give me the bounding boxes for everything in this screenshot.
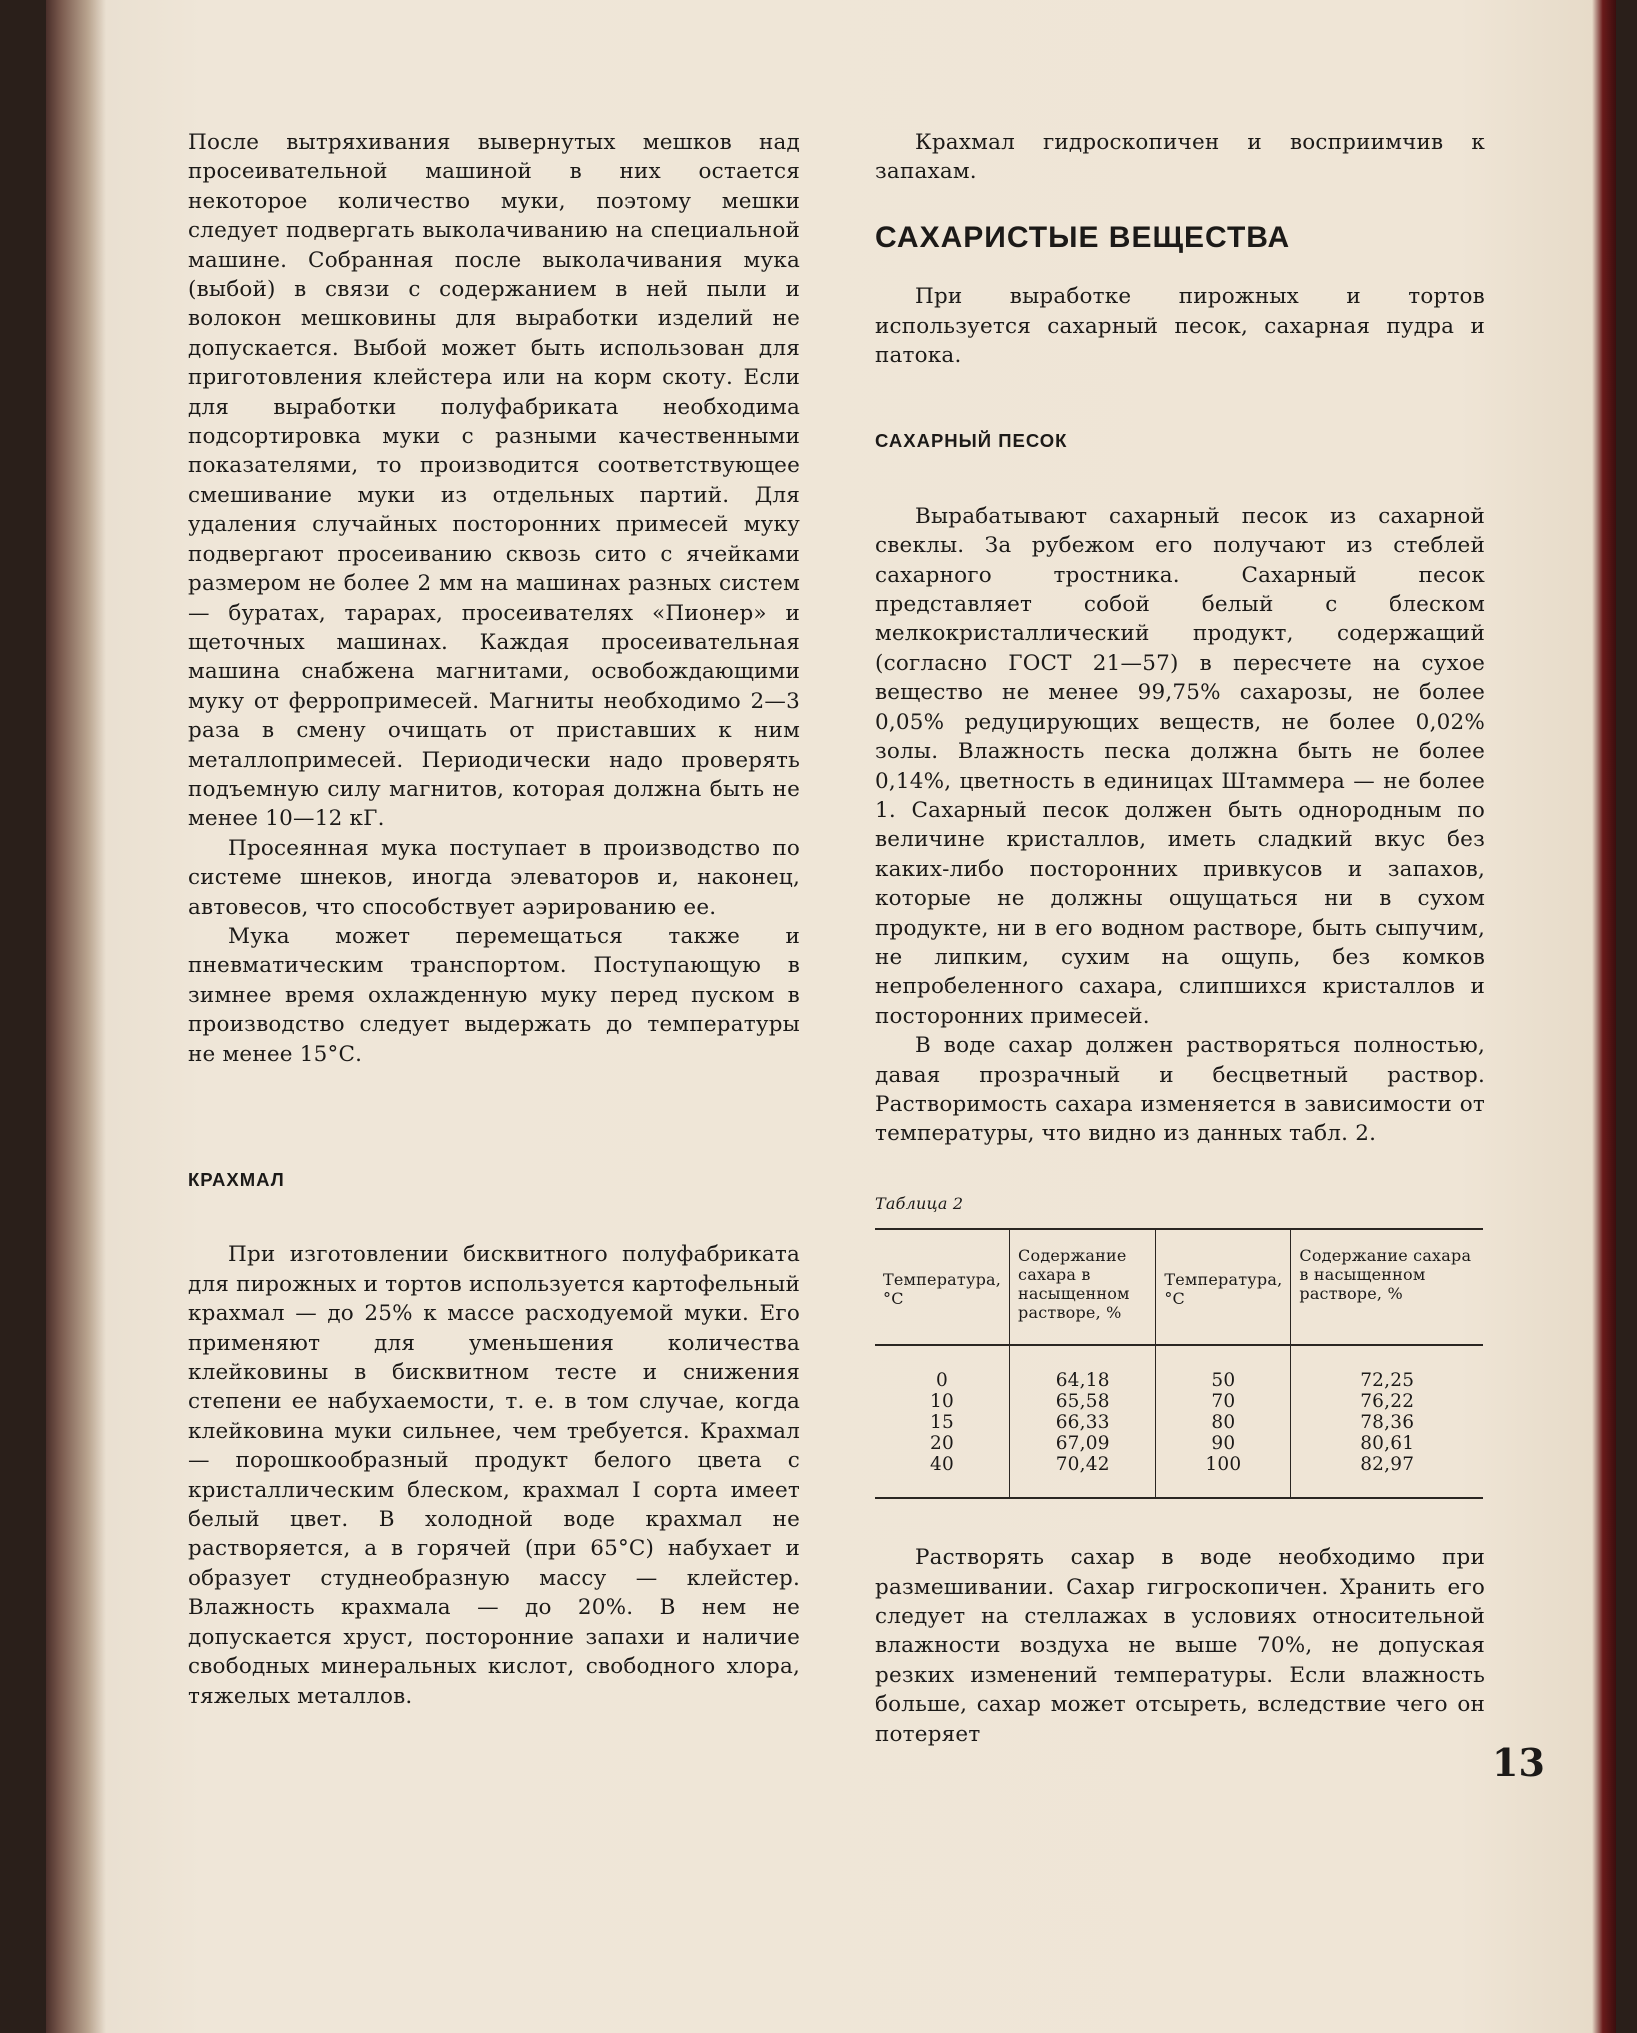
- paragraph: Мука может перемещаться также и пневматическим транспортом. Поступающую в зимнее время охлажденную муку перед пуском в производство следует выдержать до температуры не менее 15°С.: [188, 923, 800, 1067]
- table-header-cell: Температура, °С: [875, 1229, 1010, 1345]
- table-row: [875, 1454, 1483, 1498]
- table-cell: 82,97: [1291, 1454, 1483, 1498]
- table-cell: 100: [1156, 1454, 1291, 1498]
- paragraph: Крахмал гидроскопичен и восприимчив к запахам.: [875, 130, 1485, 185]
- table-cell: 90: [1156, 1433, 1291, 1454]
- table-header-cell: Содержание сахара в насыщенном растворе, %: [1010, 1229, 1156, 1345]
- table-cell: 72,25: [1291, 1345, 1483, 1391]
- table-cell: 64,18: [1010, 1345, 1156, 1391]
- table-cell: 70,42: [1010, 1454, 1156, 1498]
- paragraph: Растворять сахар в воде необходимо при размешивании. Сахар гигроскопичен. Хранить его следует на стеллажах в условиях относительной влажности воздуха не выше 70%, не допуская резких изменений температуры. Если влажность больше, сахар может отсыреть, вследствие чего он потеряет: [875, 1545, 1485, 1747]
- table-cell: 65,58: [1010, 1391, 1156, 1412]
- paragraph: Просеянная мука поступает в производство по системе шнеков, иногда элеваторов и, наконец, автовесов, что способствует аэрированию ее.: [188, 835, 800, 920]
- table-header-cell: Содержание сахара в насыщенном растворе, %: [1291, 1229, 1483, 1345]
- table-cell: 0: [936, 1370, 949, 1392]
- paragraph: При выработке пирожных и тортов используется сахарный песок, сахарная пудра и патока.: [875, 284, 1485, 369]
- table-cell: 78,36: [1291, 1412, 1483, 1433]
- paragraph: Вырабатывают сахарный песок из сахарной свеклы. За рубежом его получают из стеблей сахарного тростника. Сахарный песок представляет собой белый с блеском мелкокристаллический продукт, содержащий (согласно ГОСТ 21—57) в пересчете на сухое вещество не менее 99,75% сахарозы, не более 0,05% редуцирующих веществ, не более 0,02% золы. Влажность песка должна быть не более 0,14%, цветность в единицах Штаммера — не более 1. Сахарный песок должен быть однородным по величине кристаллов, иметь сладкий вкус без каких-либо посторонних привкусов и запахов, которые не должны ощущаться ни в сухом продукте, ни в его водном растворе, быть сыпучим, не липким, сухим на ощупь, без комков непробеленного сахара, слипшихся кристаллов и посторонних примесей.: [875, 503, 1485, 1029]
- right-column: [875, 128, 1485, 1749]
- table-cell: 15: [930, 1412, 954, 1434]
- table-cell: 40: [930, 1454, 954, 1476]
- table-row: [875, 1345, 1483, 1391]
- solubility-table: [875, 1228, 1483, 1499]
- table-cell: 66,33: [1010, 1412, 1156, 1433]
- subheading-sugar-sand: САХАРНЫЙ ПЕСОК: [875, 430, 1068, 452]
- table-cell: 80: [1156, 1412, 1291, 1433]
- cover-edge: [1592, 0, 1616, 2033]
- table-cell: 70: [1156, 1391, 1291, 1412]
- table-caption: Таблица 2: [875, 1193, 964, 1213]
- table-cell: 20: [930, 1433, 954, 1455]
- paragraph: При изготовлении бисквитного полуфабриката для пирожных и тортов используется картофельный крахмал — до 25% к массе расходуемой муки. Его применяют для уменьшения количества клейковины в бисквитном тесте и снижения степени ее набухаемости, т. е. в том случае, когда клейковина муки сильнее, чем требуется. Крахмал — порошкообразный продукт белого цвета с кристаллическим блеском, крахмал I сорта имеет белый цвет. В холодной воде крахмал не растворяется, а в горячей (при 65°С) набухает и образует студнеобразную массу — клейстер. Влажность крахмала — до 20%. В нем не допускается хруст, посторонние запахи и наличие свободных минеральных кислот, свободного хлора, тяжелых металлов.: [188, 1242, 800, 1709]
- table-cell: 76,22: [1291, 1391, 1483, 1412]
- left-column: [188, 128, 800, 1711]
- table-header-row: [875, 1229, 1483, 1345]
- section-title: САХАРИСТЫЕ ВЕЩЕСТВА: [875, 220, 1291, 254]
- table-cell: 10: [930, 1391, 954, 1413]
- paragraph: В воде сахар должен растворяться полностью, давая прозрачный и бесцветный раствор. Растворимость сахара изменяется в зависимости от температуры, что видно из данных табл. 2.: [875, 1033, 1485, 1147]
- page-number: 13: [1492, 1740, 1545, 1785]
- table-row: [875, 1391, 1483, 1412]
- table-cell: 67,09: [1010, 1433, 1156, 1454]
- subheading-starch: КРАХМАЛ: [188, 1169, 285, 1190]
- table-header-cell: Температура, °С: [1156, 1229, 1291, 1345]
- paragraph: После вытряхивания вывернутых мешков над просеивательной машиной в них остается некоторое количество муки, поэтому мешки следует подвергать выколачиванию на специальной машине. Собранная после выколачивания мука (выбой) в связи с содержанием в ней пыли и волокон мешковины для выработки изделий не допускается. Выбой может быть использован для приготовления клейстера или на корм скоту. Если для выработки полуфабриката необходима подсортировка муки с разными качественными показателями, то производится соответствующее смешивание муки из отдельных партий. Для удаления случайных посторонних примесей муку подвергают просеиванию сквозь сито с ячейками размером не более 2 мм на машинах разных систем — буратах, тарарах, просеивателях «Пионер» и щеточных машинах. Каждая просеивательная машина снабжена магнитами, освобождающими муку от ферропримесей. Магниты необходимо 2—3 раза в смену очищать от приставших к ним металлопримесей. Периодически надо проверять подъемную силу магнитов, которая должна быть не менее 10—12 кГ.: [188, 130, 800, 832]
- table-cell: 80,61: [1291, 1433, 1483, 1454]
- table-row: [875, 1433, 1483, 1454]
- table-cell: 50: [1156, 1345, 1291, 1391]
- table-row: [875, 1412, 1483, 1433]
- book-binding-shadow: [46, 0, 106, 2033]
